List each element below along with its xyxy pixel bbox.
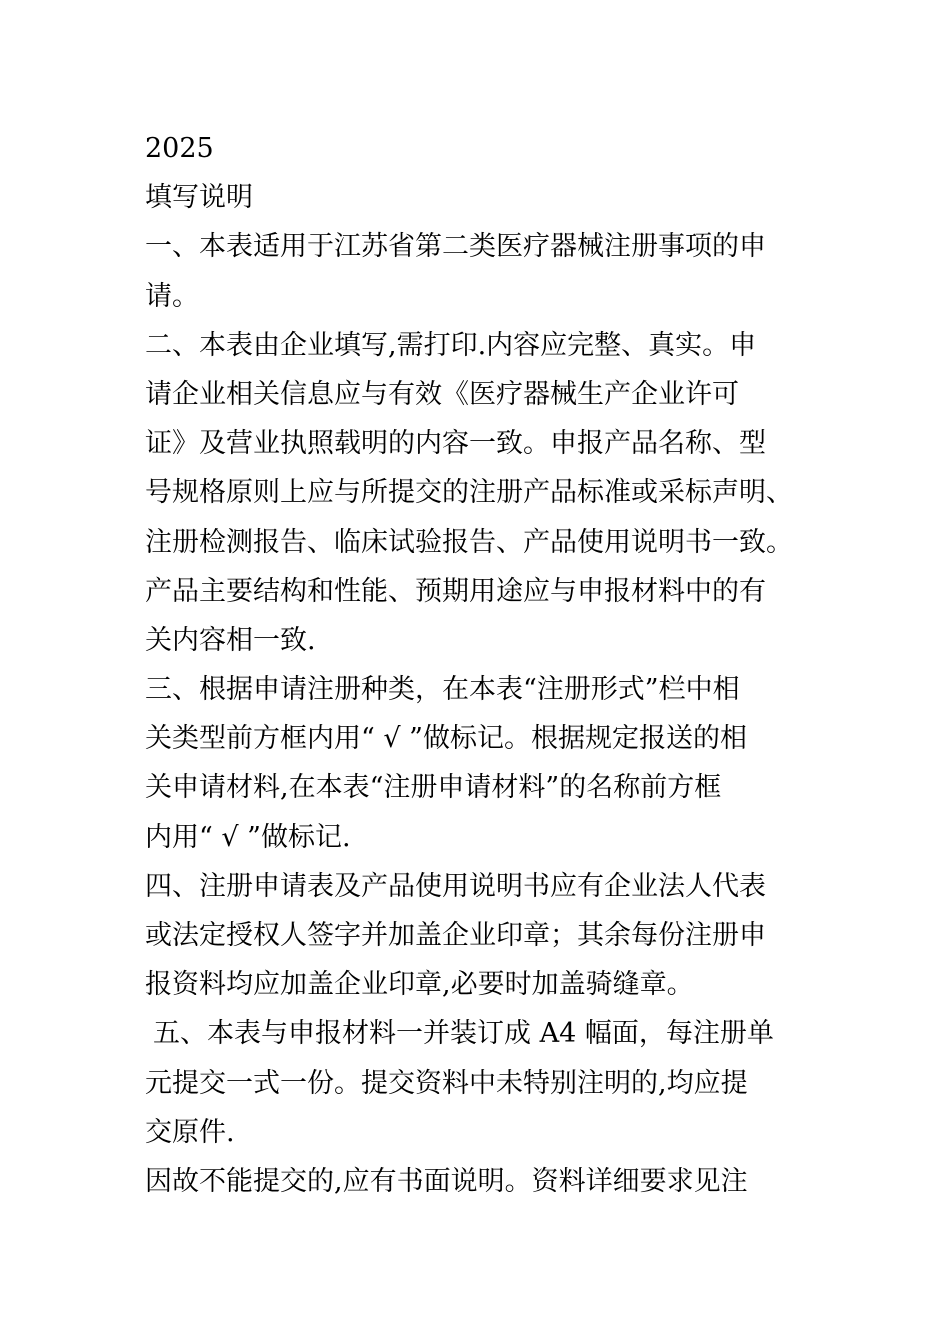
- paragraph-line: 一、本表适用于江苏省第二类医疗器械注册事项的申: [145, 231, 766, 263]
- document-body: [145, 124, 845, 1206]
- paragraph-line: 因故不能提交的,应有书面说明。资料详细要求见注: [145, 1165, 748, 1197]
- paragraph-line: 产品主要结构和性能、预期用途应与申报材料中的有: [145, 575, 766, 607]
- paragraph-line: 五、本表与申报材料一并装订成 A4 幅面，每注册单: [153, 1018, 774, 1050]
- paragraph-line: 号规格原则上应与所提交的注册产品标准或采标声明、: [145, 477, 793, 509]
- paragraph-line: 元提交一式一份。提交资料中未特别注明的,均应提: [145, 1067, 748, 1099]
- paragraph-line: 四、注册申请表及产品使用说明书应有企业法人代表: [145, 870, 766, 902]
- paragraph-line: 内用“ √ ”做标记.: [145, 821, 351, 853]
- paragraph-line: 关申请材料,在本表“注册申请材料”的名称前方框: [145, 772, 722, 804]
- paragraph-line: 关内容相一致.: [145, 624, 316, 656]
- paragraph-line: 请。: [145, 280, 199, 312]
- paragraph-line: 报资料均应加盖企业印章,必要时加盖骑缝章。: [145, 969, 694, 1001]
- paragraph-line: 请企业相关信息应与有效《医疗器械生产企业许可: [145, 378, 739, 410]
- paragraph-line: 证》及营业执照载明的内容一致。申报产品名称、型: [145, 428, 766, 460]
- paragraph-line: 注册检测报告、临床试验报告、产品使用说明书一致。: [145, 526, 793, 558]
- paragraph-line: 交原件.: [145, 1116, 235, 1148]
- paragraph-line: 二、本表由企业填写,需打印.内容应完整、真实。申: [145, 329, 757, 361]
- paragraph-line: 三、根据申请注册种类，在本表“注册形式”栏中相: [145, 674, 740, 706]
- document-heading: 填写说明: [145, 182, 253, 214]
- document-year: 2025: [145, 133, 214, 164]
- paragraph-line: 关类型前方框内用“ √ ”做标记。根据规定报送的相: [145, 723, 747, 755]
- paragraph-line: 或法定授权人签字并加盖企业印章；其余每份注册申: [145, 920, 766, 951]
